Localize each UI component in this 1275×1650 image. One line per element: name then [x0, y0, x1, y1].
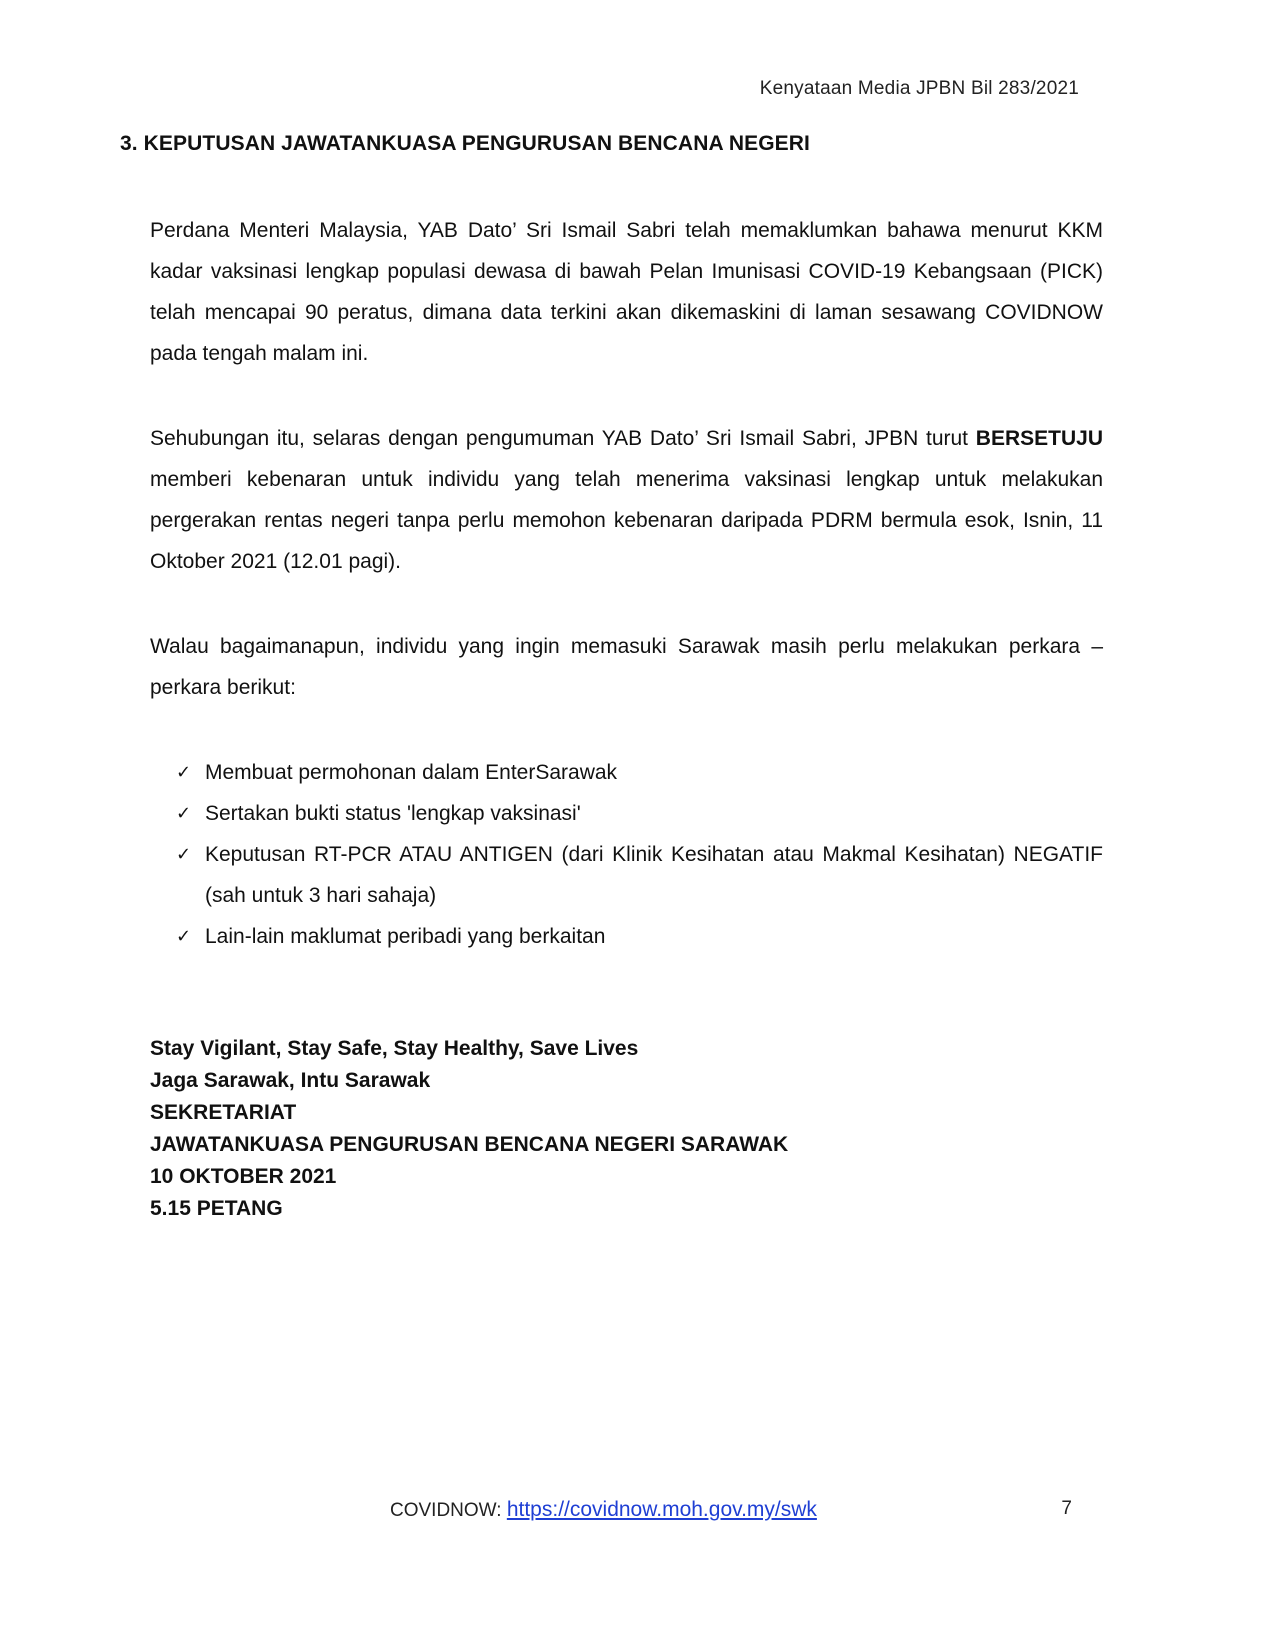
checklist-item-text: Lain-lain maklumat peribadi yang berkaitan: [205, 925, 606, 948]
sign-off-committee: JAWATANKUASA PENGURUSAN BENCANA NEGERI SARAWAK: [150, 1133, 789, 1156]
agreed-emphasis: BERSETUJU: [975, 427, 1103, 450]
sign-off-tagline: Jaga Sarawak, Intu Sarawak: [150, 1069, 431, 1092]
page-number: 7: [1061, 1498, 1072, 1519]
paragraph-vaccination-rate: Perdana Menteri Malaysia, YAB Dato’ Sri Ismail Sabri telah memaklumkan bahawa menurut KKM kadar vaksinasi lengkap populasi dewasa di bawah Pelan Imunisasi COVID-19 Kebangsaan (PICK) telah mencapai 90 peratus, dimana data terkini akan dikemaskini di laman sesawang COVIDNOW pada tengah malam ini.: [150, 219, 1103, 365]
checkmark-icon: ✓: [176, 926, 192, 947]
checklist-item-text: Sertakan bukti status 'lengkap vaksinasi': [205, 802, 581, 825]
paragraph-interstate-travel: [150, 418, 1103, 582]
covidnow-link[interactable]: https://covidnow.moh.gov.my/swk: [506, 1498, 817, 1521]
checklist-item-text: Membuat permohonan dalam EnterSarawak: [205, 761, 618, 784]
sign-off-slogan: Stay Vigilant, Stay Safe, Stay Healthy, Save Lives: [150, 1037, 639, 1060]
paragraph-sarawak-entry: Walau bagaimanapun, individu yang ingin memasuki Sarawak masih perlu melakukan perkara – perkara berikut:: [150, 635, 1103, 699]
footer-label: COVIDNOW:: [390, 1500, 502, 1521]
page-footer: [390, 1498, 817, 1522]
sign-off-block: [150, 1033, 788, 1225]
checklist-item-text: Keputusan RT-PCR ATAU ANTIGEN (dari Klinik Kesihatan atau Makmal Kesihatan) NEGATIF (sah untuk 3 hari sahaja): [205, 843, 1103, 907]
checklist-item: [176, 916, 1103, 957]
sign-off-date: 10 OKTOBER 2021: [150, 1165, 337, 1188]
page-header-reference: Kenyataan Media JPBN Bil 283/2021: [759, 78, 1079, 99]
checklist-item: [176, 793, 1103, 834]
section-heading: 3. KEPUTUSAN JAWATANKUASA PENGURUSAN BENCANA NEGERI: [120, 132, 810, 155]
paragraph-lead-text: Sehubungan itu, selaras dengan pengumuman YAB Dato’ Sri Ismail Sabri, JPBN turut: [150, 427, 969, 450]
checkmark-icon: ✓: [176, 844, 192, 865]
requirements-checklist: [176, 752, 1103, 957]
checklist-item: [176, 752, 1103, 793]
checkmark-icon: ✓: [176, 803, 192, 824]
checklist-item: [176, 834, 1103, 916]
sign-off-secretariat: SEKRETARIAT: [150, 1101, 297, 1124]
paragraph-rest-text: memberi kebenaran untuk individu yang telah menerima vaksinasi lengkap untuk melakukan pergerakan rentas negeri tanpa perlu memohon kebenaran daripada PDRM bermula esok, Isnin, 11 Oktober 2021 (12.01 pagi).: [150, 468, 1103, 573]
sign-off-time: 5.15 PETANG: [150, 1197, 283, 1220]
checkmark-icon: ✓: [176, 762, 192, 783]
